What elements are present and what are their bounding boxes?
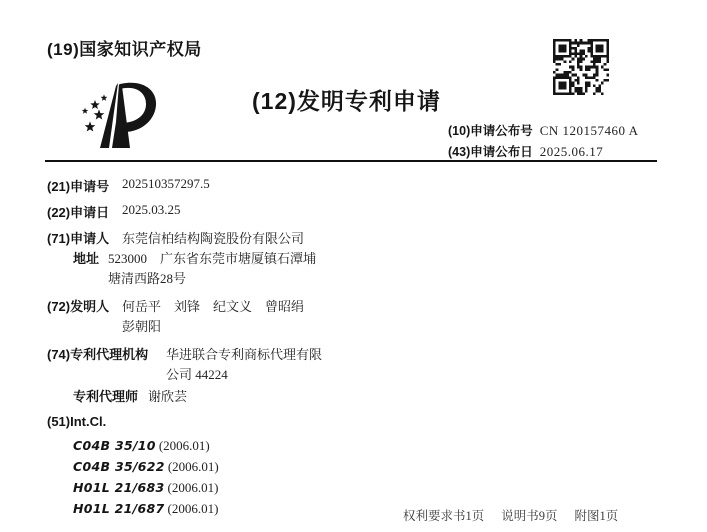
ipc-version: (2006.01) <box>167 480 219 495</box>
ipc-code-row <box>73 479 218 497</box>
publication-date-row <box>448 142 603 160</box>
address-line1: 523000 广东省东莞市塘厦镇石潭埔 <box>108 251 317 266</box>
ipc-code: H01L 21/687 <box>73 501 165 516</box>
publication-date-value: 2025.06.17 <box>539 144 604 159</box>
inventors-label: (72)发明人 <box>47 299 110 314</box>
publication-number-row <box>448 121 638 139</box>
qr-code-icon <box>553 39 609 95</box>
claims-page-count: 权利要求书1页 <box>403 509 485 523</box>
application-date-label: (22)申请日 <box>47 205 110 220</box>
address-label: 地址 <box>73 251 100 266</box>
publication-number-value: CN 120157460 A <box>539 123 639 138</box>
header-divider <box>45 160 657 162</box>
agent-value: 谢欣芸 <box>148 389 188 404</box>
ipc-code-row <box>73 458 219 476</box>
drawings-page-count: 附图1页 <box>574 509 619 523</box>
application-number-label: (21)申请号 <box>47 179 110 194</box>
ipc-code: C04B 35/622 <box>73 459 165 474</box>
publication-number-label: (10)申请公布号 <box>448 124 533 138</box>
agency-line2: 公司 44224 <box>166 367 228 382</box>
document-type-title: (12)发明专利申请 <box>252 88 441 114</box>
ipc-code-row <box>73 437 210 455</box>
address-line2: 塘清西路28号 <box>108 271 187 286</box>
office-title: (19)国家知识产权局 <box>47 40 202 59</box>
agency-line1: 华进联合专利商标代理有限 <box>166 347 323 362</box>
ipc-version: (2006.01) <box>167 501 219 516</box>
agency-label: (74)专利代理机构 <box>47 347 149 362</box>
inventors-line1: 何岳平 刘锋 纪文义 曾昭绢 <box>122 299 305 314</box>
ipc-code: H01L 21/683 <box>73 480 165 495</box>
publication-date-label: (43)申请公布日 <box>448 145 533 159</box>
application-date-value: 2025.03.25 <box>122 202 181 217</box>
inventors-line2: 彭朝阳 <box>122 319 162 334</box>
cnipa-logo-icon <box>50 82 162 158</box>
ipc-code: C04B 35/10 <box>73 438 156 453</box>
application-number-value: 202510357297.5 <box>122 176 210 191</box>
int-cl-label: (51)Int.Cl. <box>47 414 107 429</box>
applicant-value: 东莞信柏结构陶瓷股份有限公司 <box>122 231 305 246</box>
ipc-code-row <box>73 500 218 518</box>
agent-label: 专利代理师 <box>73 389 139 404</box>
ipc-version: (2006.01) <box>158 438 210 453</box>
page-count-footer <box>403 506 618 524</box>
description-page-count: 说明书9页 <box>501 509 558 523</box>
ipc-version: (2006.01) <box>167 459 219 474</box>
applicant-label: (71)申请人 <box>47 231 110 246</box>
